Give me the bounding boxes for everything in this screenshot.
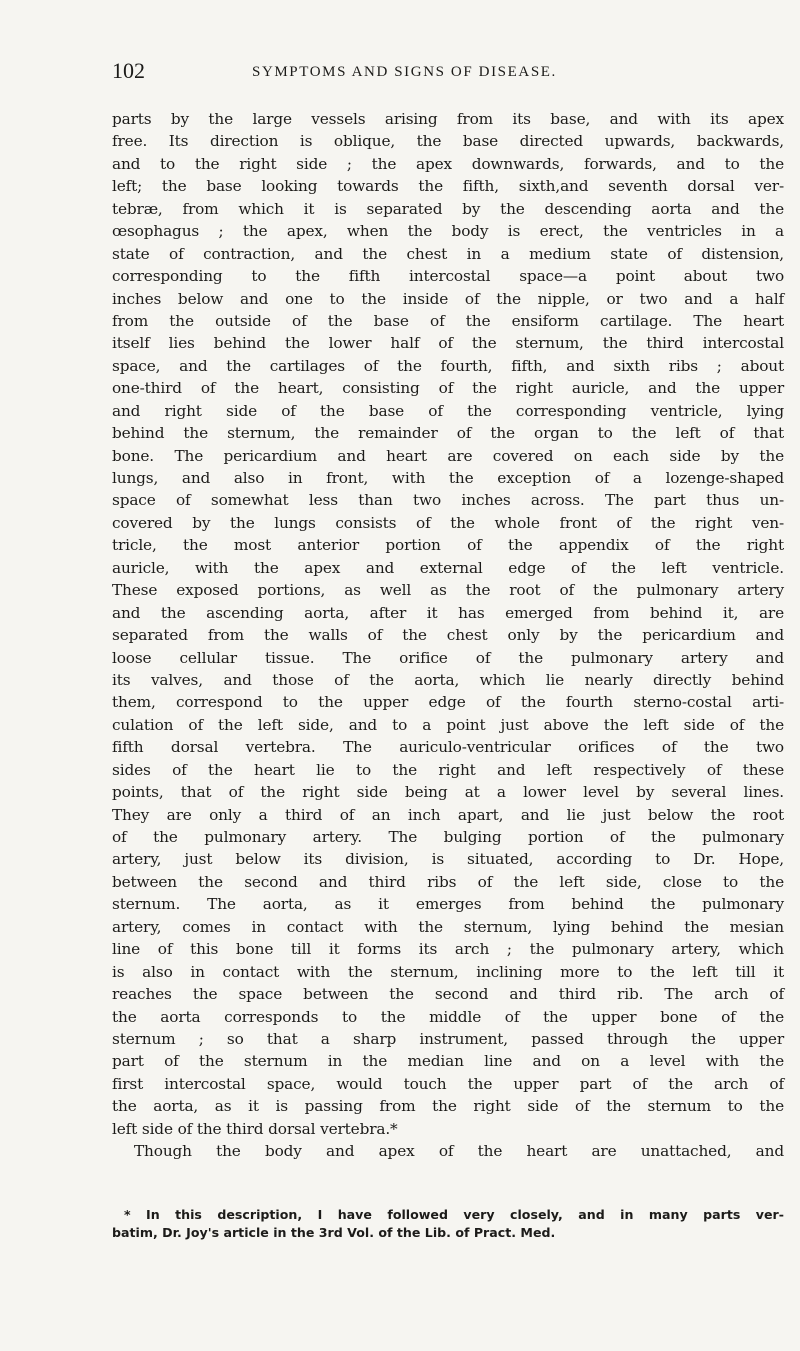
text-line: artery, comes in contact with the sternum, lying behind the mesian xyxy=(112,917,784,936)
running-head-title: SYMPTOMS AND SIGNS OF DISEASE. xyxy=(252,64,557,80)
text-line: line of this bone till it forms its arch ; the pulmonary artery, which xyxy=(112,940,784,959)
text-line: covered by the lungs consists of the whole front of the right ven- xyxy=(112,513,784,532)
text-line: reaches the space between the second and third rib. The arch of xyxy=(112,985,784,1004)
text-line: points, that of the right side being at a lower level by several lines. xyxy=(112,783,784,802)
text-line: inches below and one to the inside of the nipple, or two and a half xyxy=(112,289,784,308)
text-line: separated from the walls of the chest only by the pericardium and xyxy=(112,626,784,645)
text-line: Though the body and apex of the heart are unattached, and xyxy=(134,1142,784,1161)
text-line: artery, just below its division, is situated, according to Dr. Hope, xyxy=(112,850,784,869)
running-head xyxy=(112,58,772,88)
text-line: auricle, with the apex and external edge of the left ventricle. xyxy=(112,558,784,577)
footnote-line: batim, Dr. Joy's article in the 3rd Vol. of the Lib. of Pract. Med. xyxy=(112,1225,556,1240)
text-line: bone. The pericardium and heart are covered on each side by the xyxy=(112,446,784,465)
text-line: of the pulmonary artery. The bulging portion of the pulmonary xyxy=(112,828,784,846)
text-line: tebræ, from which it is separated by the descending aorta and the xyxy=(112,199,784,218)
text-line: from the outside of the base of the ensiform cartilage. The heart xyxy=(112,311,784,330)
text-line: culation of the left side, and to a point just above the left side of the xyxy=(112,715,784,734)
text-line: state of contraction, and the chest in a medium state of distension, xyxy=(112,244,784,263)
text-line: the aorta corresponds to the middle of the upper bone of the xyxy=(112,1007,784,1026)
text-line: These exposed portions, as well as the root of the pulmonary artery xyxy=(112,581,784,600)
text-line: left; the base looking towards the fifth, sixth,and seventh dorsal ver- xyxy=(112,177,784,196)
text-line: is also in contact with the sternum, inclining more to the left till it xyxy=(112,962,784,981)
text-line: sternum. The aorta, as it emerges from behind the pulmonary xyxy=(112,895,784,914)
text-line: its valves, and those of the aorta, which lie nearly directly behind xyxy=(112,670,784,689)
text-line: and the ascending aorta, after it has emerged from behind it, are xyxy=(112,603,784,622)
text-line: space, and the cartilages of the fourth, fifth, and sixth ribs ; about xyxy=(112,356,784,375)
text-line: sternum ; so that a sharp instrument, passed through the upper xyxy=(112,1029,784,1048)
text-line: and to the right side ; the apex downwards, forwards, and to the xyxy=(112,154,784,173)
text-line: first intercostal space, would touch the upper part of the arch of xyxy=(112,1074,784,1093)
text-line: lungs, and also in front, with the exception of a lozenge-shaped xyxy=(112,469,784,487)
text-line: them, correspond to the upper edge of the fourth sterno-costal arti- xyxy=(112,693,784,712)
text-line: one-third of the heart, consisting of the right auricle, and the upper xyxy=(112,379,784,398)
body-text xyxy=(112,108,784,1163)
text-line: loose cellular tissue. The orifice of the pulmonary artery and xyxy=(112,648,784,667)
text-line: parts by the large vessels arising from its base, and with its apex xyxy=(112,110,784,128)
text-line: fifth dorsal vertebra. The auriculo-ventricular orifices of the two xyxy=(112,738,784,757)
text-line: They are only a third of an inch apart, and lie just below the root xyxy=(112,805,784,824)
text-line: itself lies behind the lower half of the sternum, the third intercostal xyxy=(112,334,784,353)
text-line: between the second and third ribs of the left side, close to the xyxy=(112,872,784,891)
text-line: and right side of the base of the corresponding ventricle, lying xyxy=(112,401,784,420)
text-line: behind the sternum, the remainder of the organ to the left of that xyxy=(112,424,784,443)
text-line: corresponding to the fifth intercostal space—a point about two xyxy=(112,267,784,286)
text-line: œsophagus ; the apex, when the body is erect, the ventricles in a xyxy=(112,222,784,241)
text-line: sides of the heart lie to the right and left respectively of these xyxy=(112,760,784,779)
text-line: part of the sternum in the median line and on a level with the xyxy=(112,1052,784,1071)
text-line: the aorta, as it is passing from the right side of the sternum to the xyxy=(112,1097,784,1116)
page-number: 102 xyxy=(112,58,145,83)
text-line: left side of the third dorsal vertebra.* xyxy=(112,1119,398,1138)
footnote-line: * In this description, I have followed very closely, and in many parts ver- xyxy=(124,1207,784,1222)
text-line: tricle, the most anterior portion of the appendix of the right xyxy=(112,536,784,555)
text-line: space of somewhat less than two inches across. The part thus un- xyxy=(112,491,784,510)
text-line: free. Its direction is oblique, the base directed upwards, backwards, xyxy=(112,132,784,151)
footnote xyxy=(112,1206,784,1242)
